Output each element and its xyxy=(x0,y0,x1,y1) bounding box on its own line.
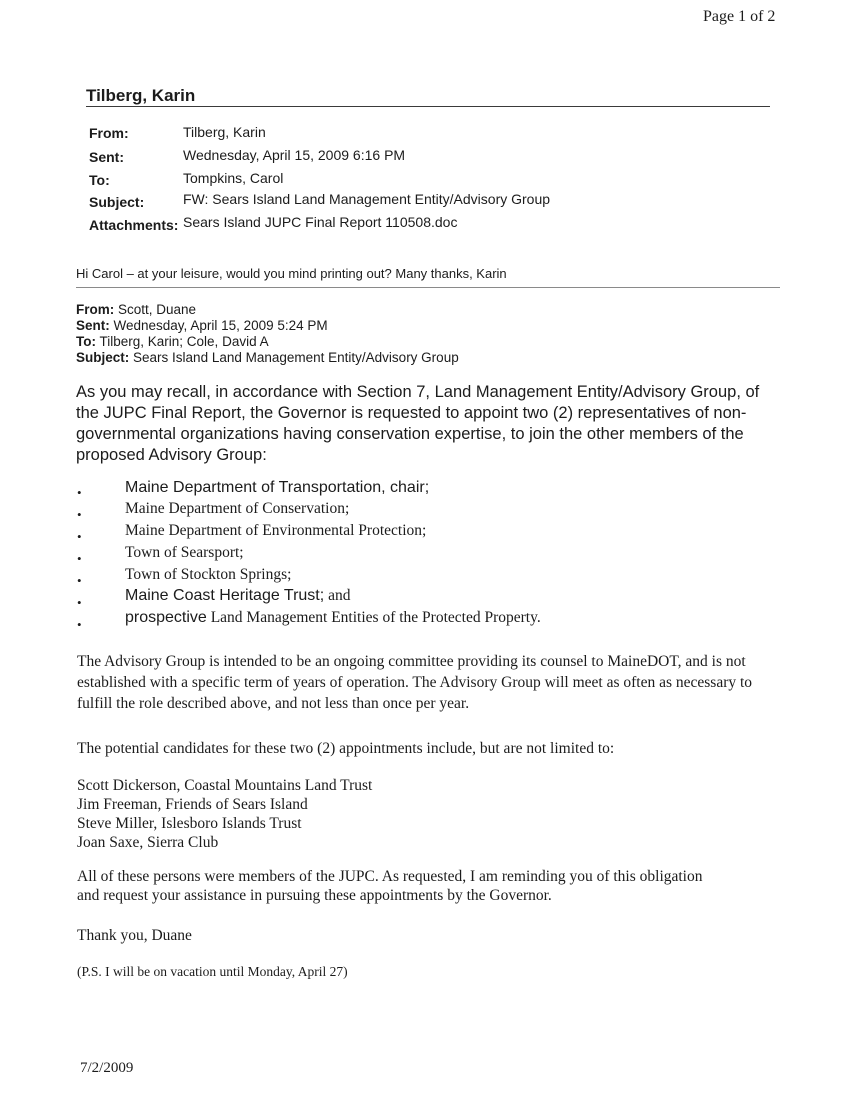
candidate-item: Joan Saxe, Sierra Club xyxy=(77,834,219,851)
member-item xyxy=(125,587,350,605)
attachments-label: Attachments: xyxy=(89,217,179,233)
member-item-part: prospective xyxy=(125,609,207,626)
member-item: Maine Department of Environmental Protection; xyxy=(125,522,427,539)
sent-value: Wednesday, April 15, 2009 6:16 PM xyxy=(183,147,406,163)
forwarded-from-label: From: xyxy=(76,302,115,317)
candidate-item: Scott Dickerson, Coastal Mountains Land Trust xyxy=(77,777,373,794)
forwarded-from xyxy=(76,302,196,317)
member-item-part: and xyxy=(324,587,351,604)
closing-line: and request your assistance in pursuing these appointments by the Governor. xyxy=(77,887,552,904)
from-value: Tilberg, Karin xyxy=(183,124,266,140)
bullet-icon: • xyxy=(77,507,82,522)
forwarded-sent-value: Wednesday, April 15, 2009 5:24 PM xyxy=(113,318,328,333)
forwarded-sent-label: Sent: xyxy=(76,318,110,333)
forward-divider xyxy=(76,287,780,288)
member-item-part: Maine Coast Heritage Trust; xyxy=(125,587,325,604)
member-item: Town of Searsport; xyxy=(125,544,244,561)
candidates-intro: The potential candidates for these two (2) appointments include, but are not limited to: xyxy=(77,740,615,757)
intro-paragraph: As you may recall, in accordance with Section 7, Land Management Entity/Advisory Group, of the JUPC Final Report, the Governor is requested to appoint two (2) representatives of non-governmental organizations having conservation expertise, to join the other members of the proposed Advisory Group: xyxy=(76,383,760,464)
thanks-signoff: Thank you, Duane xyxy=(77,927,192,944)
header-divider xyxy=(86,106,770,107)
bullet-icon: • xyxy=(77,529,82,544)
bullet-icon: • xyxy=(77,617,82,632)
postscript: (P.S. I will be on vacation until Monday, April 27) xyxy=(77,964,348,979)
forwarded-to-label: To: xyxy=(76,334,96,349)
footer-date: 7/2/2009 xyxy=(80,1060,134,1076)
candidate-item: Steve Miller, Islesboro Islands Trust xyxy=(77,815,302,832)
bullet-icon: • xyxy=(77,595,82,610)
member-item: Maine Department of Transportation, chair; xyxy=(125,479,430,496)
forwarded-subject-label: Subject: xyxy=(76,350,130,365)
attachment-link[interactable]: Sears Island JUPC Final Report 110508.doc xyxy=(183,214,458,230)
subject-label: Subject: xyxy=(89,194,145,210)
to-value: Tompkins, Carol xyxy=(183,170,284,186)
forwarded-subject xyxy=(76,350,459,365)
greeting-line: Hi Carol – at your leisure, would you mind printing out? Many thanks, Karin xyxy=(76,266,507,281)
to-label: To: xyxy=(89,172,110,188)
closing-line: All of these persons were members of the JUPC. As requested, I am reminding you of this obligation xyxy=(77,868,703,885)
forwarded-sent xyxy=(76,318,328,333)
forwarded-from-value: Scott, Duane xyxy=(118,302,197,317)
bullet-icon: • xyxy=(77,551,82,566)
member-item xyxy=(125,609,541,627)
forwarded-to xyxy=(76,334,269,349)
member-item: Maine Department of Conservation; xyxy=(125,500,350,517)
candidate-item: Jim Freeman, Friends of Sears Island xyxy=(77,796,308,813)
advisory-paragraph: The Advisory Group is intended to be an ongoing committee providing its counsel to MaineDOT, and is not established with a specific term of years of operation. The Advisory Group will meet as often as necessary to fulfill the role described above, and not less than once per year. xyxy=(77,653,753,712)
member-item-part: Land Management Entities of the Protected Property. xyxy=(206,609,541,626)
member-item: Town of Stockton Springs; xyxy=(125,566,292,583)
sender-name: Tilberg, Karin xyxy=(86,86,196,105)
bullet-icon: • xyxy=(77,573,82,588)
subject-value: FW: Sears Island Land Management Entity/Advisory Group xyxy=(183,191,551,207)
page-number: Page 1 of 2 xyxy=(703,8,776,25)
sent-label: Sent: xyxy=(89,149,124,165)
bullet-icon: • xyxy=(77,485,82,500)
from-label: From: xyxy=(89,125,129,141)
forwarded-subject-value: Sears Island Land Management Entity/Advisory Group xyxy=(133,350,459,365)
forwarded-to-value: Tilberg, Karin; Cole, David A xyxy=(99,334,269,349)
